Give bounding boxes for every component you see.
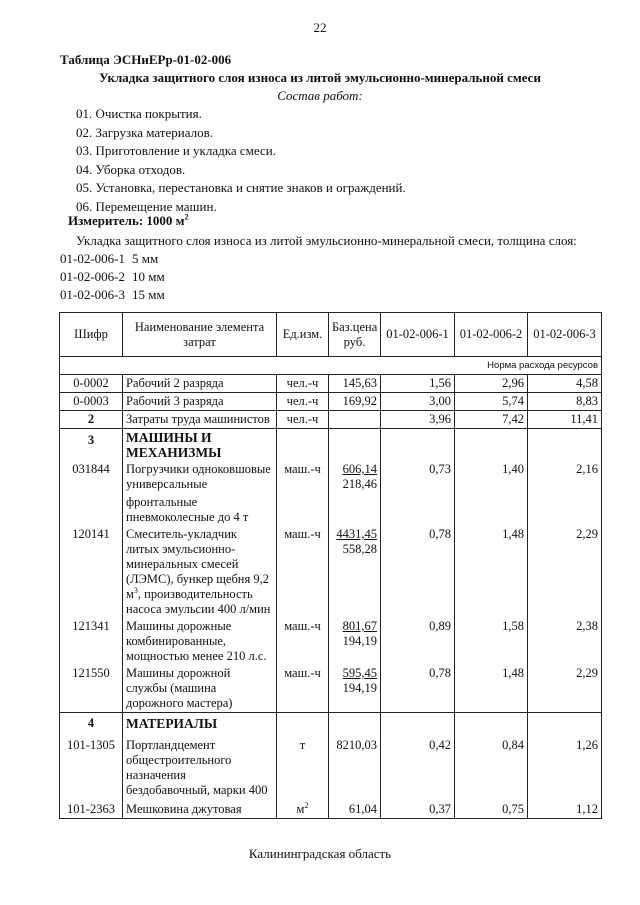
cell-v3: 1,12 [528, 799, 602, 819]
table-row [60, 375, 602, 393]
work-step: 04. Уборка отходов. [76, 161, 186, 177]
work-step: 06. Перемещение машин. [76, 198, 217, 214]
cell-v1: 3,96 [381, 411, 455, 429]
cell-name: Рабочий 2 разряда [123, 375, 277, 393]
cell-v3: 11,41 [528, 411, 602, 429]
cell-unit [277, 799, 329, 819]
page-number: 22 [313, 20, 327, 35]
cell-v2: 5,74 [455, 393, 528, 411]
cell-name-tail: , производительность насоса эмульсии 400 л/мин [126, 587, 271, 616]
section-code: 3 [60, 429, 123, 462]
cell-price [329, 411, 381, 429]
cell-v3: 8,83 [528, 393, 602, 411]
variant-value: 15 мм [132, 287, 165, 302]
cell-unit: чел.-ч [277, 375, 329, 393]
cell-v2: 0,75 [455, 799, 528, 819]
cell-unit: чел.-ч [277, 411, 329, 429]
cell-price: 145,63 [329, 375, 381, 393]
cell-name: Мешковина джутовая [123, 799, 277, 819]
header-variant-1: 01-02-006-1 [381, 313, 455, 357]
table-row [60, 732, 602, 799]
cell-v1: 0,89 [381, 618, 455, 665]
variant-item [60, 250, 165, 268]
section-row [60, 713, 602, 733]
cell-price: 8210,03 [329, 732, 381, 799]
cell-v1: 1,56 [381, 375, 455, 393]
cell-name: Машины дорожной службы (машина дорожного мастера) [123, 665, 277, 713]
table-row [60, 393, 602, 411]
header-code: Шифр [60, 313, 123, 357]
table-row [60, 799, 602, 819]
cell-v3: 2,29 [528, 665, 602, 713]
variant-value: 10 мм [132, 269, 165, 284]
cell-unit: маш.-ч [277, 461, 329, 526]
header-variant-3: 01-02-006-3 [528, 313, 602, 357]
cell-unit: чел.-ч [277, 393, 329, 411]
table-row [60, 461, 602, 526]
price-total: 595,45 [342, 666, 377, 680]
cell-name: Машины дорожные комбинированные, мощностью менее 210 л.с. [123, 618, 277, 665]
cell-name [123, 526, 277, 618]
table-row [60, 411, 602, 429]
cell-code: 0-0003 [60, 393, 123, 411]
cell-price [329, 461, 381, 526]
header-unit: Ед.изм. [277, 313, 329, 357]
table-row [60, 665, 602, 713]
cell-v3: 2,38 [528, 618, 602, 665]
work-steps-list [76, 105, 406, 216]
cell-name [123, 461, 277, 526]
page-footer: Калининградская область [248, 846, 392, 861]
cell-v1: 0,78 [381, 526, 455, 618]
work-step: 02. Загрузка материалов. [76, 124, 213, 140]
cell-v1: 0,37 [381, 799, 455, 819]
table-row [60, 526, 602, 618]
cell-v3: 4,58 [528, 375, 602, 393]
cell-v3: 1,26 [528, 732, 602, 799]
table-header-row [60, 313, 602, 357]
unit-text: м [296, 802, 305, 816]
cell-v2: 7,42 [455, 411, 528, 429]
price-total: 801,67 [342, 619, 377, 633]
measurer-label: Измеритель: 1000 м [68, 213, 185, 228]
cell-price [329, 618, 381, 665]
norm-label: Норма расхода ресурсов [60, 357, 602, 375]
variant-code: 01-02-006-1 [60, 251, 125, 266]
cell-code: 120141 [60, 526, 123, 618]
measurer-sup: 2 [184, 212, 189, 222]
cell-code: 0-0002 [60, 375, 123, 393]
cell-v2: 1,40 [455, 461, 528, 526]
table-row [60, 618, 602, 665]
cell-v2: 1,48 [455, 526, 528, 618]
variants-list [60, 250, 165, 304]
cell-name-sup: 3 [133, 585, 138, 595]
measurer [68, 213, 189, 229]
work-step: 01. Очистка покрытия. [76, 106, 202, 121]
cell-name: Портландцемент общестроительного назначения бездобавочный, марки 400 [123, 732, 277, 799]
resource-table [59, 312, 602, 819]
composition-label: Состав работ: [277, 88, 363, 103]
section-title: МАШИНЫ И МЕХАНИЗМЫ [123, 429, 277, 462]
cell-code: 2 [60, 411, 123, 429]
cell-code: 121341 [60, 618, 123, 665]
section-title: МАТЕРИАЛЫ [123, 713, 277, 733]
header-price: Баз.цена руб. [329, 313, 381, 357]
cell-name: Рабочий 3 разряда [123, 393, 277, 411]
price-wage: 218,46 [342, 477, 377, 491]
cell-code: 031844 [60, 461, 123, 526]
variant-item [60, 268, 165, 286]
cell-code: 101-1305 [60, 732, 123, 799]
cell-v2: 2,96 [455, 375, 528, 393]
price-wage: 194,19 [342, 681, 377, 695]
cell-unit: маш.-ч [277, 526, 329, 618]
cell-name-text: Погрузчики одноковшовые универсальные [126, 462, 271, 491]
variant-item [60, 286, 165, 304]
work-step: 03. Приготовление и укладка смеси. [76, 143, 276, 158]
cell-code: 101-2363 [60, 799, 123, 819]
work-step: 05. Установка, перестановка и снятие знаков и ограждений. [76, 180, 406, 195]
cell-v2: 1,58 [455, 618, 528, 665]
section-row [60, 429, 602, 462]
cell-v3: 2,29 [528, 526, 602, 618]
cell-v2: 1,48 [455, 665, 528, 713]
cell-v2: 0,84 [455, 732, 528, 799]
header-name: Наименование элемента затрат [123, 313, 277, 357]
price-wage: 558,28 [342, 542, 377, 556]
variant-code: 01-02-006-2 [60, 269, 125, 284]
price-total: 606,14 [342, 462, 377, 476]
cell-price: 169,92 [329, 393, 381, 411]
cell-code: 121550 [60, 665, 123, 713]
cell-unit: маш.-ч [277, 618, 329, 665]
cell-v1: 0,78 [381, 665, 455, 713]
price-wage: 194,19 [342, 634, 377, 648]
table-title: Таблица ЭСНиЕРр-01-02-006 [60, 52, 232, 67]
cell-unit: маш.-ч [277, 665, 329, 713]
cell-name-text: Смеситель-укладчик литых эмульсионно-минеральных смесей (ЛЭМС), бункер щебня 9,2 м [126, 527, 269, 601]
unit-sup: 2 [304, 800, 309, 810]
description: Укладка защитного слоя износа из литой эмульсионно-минеральной смеси, толщина слоя: [76, 233, 577, 248]
norm-row [60, 357, 602, 375]
document-subtitle: Укладка защитного слоя износа из литой эмульсионно-минеральной смеси [99, 70, 541, 85]
cell-price [329, 665, 381, 713]
cell-v1: 0,73 [381, 461, 455, 526]
header-variant-2: 01-02-006-2 [455, 313, 528, 357]
variant-code: 01-02-006-3 [60, 287, 125, 302]
cell-name-cont: фронтальные пневмоколесные до 4 т [126, 495, 249, 524]
cell-name: Затраты труда машинистов [123, 411, 277, 429]
cell-v3: 2,16 [528, 461, 602, 526]
cell-price: 61,04 [329, 799, 381, 819]
section-code: 4 [60, 713, 123, 733]
cell-unit: т [277, 732, 329, 799]
cell-v1: 0,42 [381, 732, 455, 799]
cell-v1: 3,00 [381, 393, 455, 411]
price-total: 4431,45 [336, 527, 377, 541]
cell-price [329, 526, 381, 618]
variant-value: 5 мм [132, 251, 159, 266]
